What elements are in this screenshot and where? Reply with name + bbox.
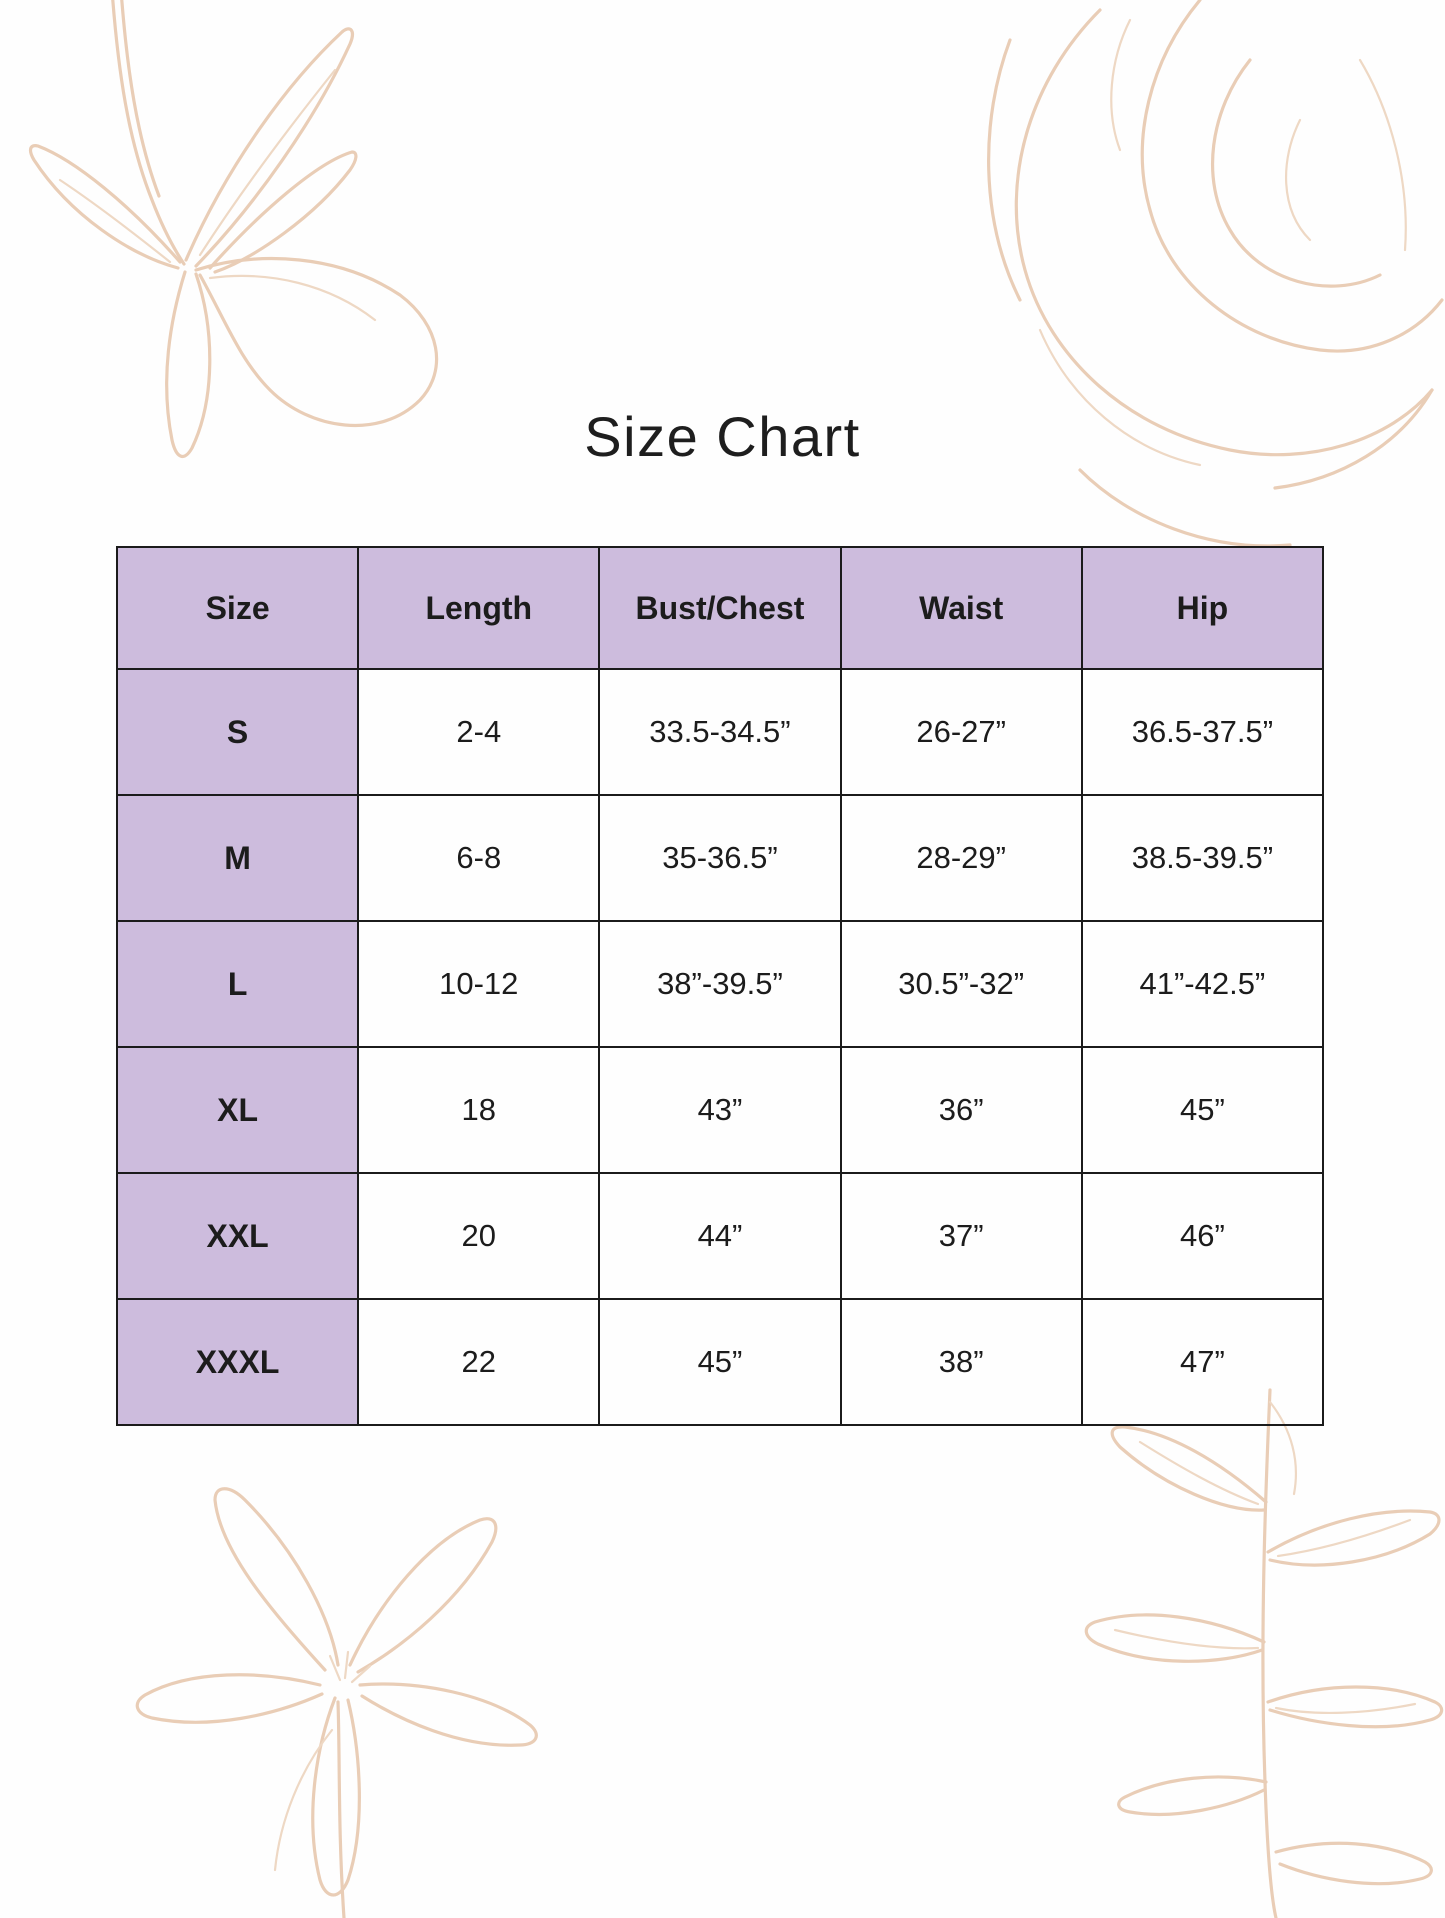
table-row-xl [117, 1047, 1323, 1173]
size-chart-table [116, 546, 1324, 1426]
cell-waist: 37” [841, 1173, 1082, 1299]
column-header-hip: Hip [1082, 547, 1323, 669]
cell-waist: 30.5”-32” [841, 921, 1082, 1047]
cell-size: S [117, 669, 358, 795]
table-row-xxxl [117, 1299, 1323, 1425]
cell-hip: 36.5-37.5” [1082, 669, 1323, 795]
cell-waist: 38” [841, 1299, 1082, 1425]
cell-bust-chest: 44” [599, 1173, 840, 1299]
header-row [117, 547, 1323, 669]
cell-bust-chest: 38”-39.5” [599, 921, 840, 1047]
cell-size: XXXL [117, 1299, 358, 1425]
cell-length: 10-12 [358, 921, 599, 1047]
cell-hip: 38.5-39.5” [1082, 795, 1323, 921]
column-header-waist: Waist [841, 547, 1082, 669]
peony-top-right-decoration [950, 0, 1445, 575]
cell-size: M [117, 795, 358, 921]
table-body [117, 669, 1323, 1425]
cell-size: L [117, 921, 358, 1047]
cell-size: XL [117, 1047, 358, 1173]
cell-hip: 46” [1082, 1173, 1323, 1299]
cell-bust-chest: 43” [599, 1047, 840, 1173]
cell-hip: 41”-42.5” [1082, 921, 1323, 1047]
cell-length: 6-8 [358, 795, 599, 921]
cell-waist: 36” [841, 1047, 1082, 1173]
cell-length: 2-4 [358, 669, 599, 795]
cell-waist: 28-29” [841, 795, 1082, 921]
page-title: Size Chart [584, 405, 861, 468]
cell-hip: 47” [1082, 1299, 1323, 1425]
cell-length: 20 [358, 1173, 599, 1299]
cell-length: 18 [358, 1047, 599, 1173]
table-row-xxl [117, 1173, 1323, 1299]
table-row-s [117, 669, 1323, 795]
leafy-branch-bottom-right-decoration [1030, 1382, 1445, 1918]
column-header-bust-chest: Bust/Chest [599, 547, 840, 669]
table-row-l [117, 921, 1323, 1047]
table-row-m [117, 795, 1323, 921]
cell-waist: 26-27” [841, 669, 1082, 795]
cell-bust-chest: 35-36.5” [599, 795, 840, 921]
cell-size: XXL [117, 1173, 358, 1299]
cell-bust-chest: 33.5-34.5” [599, 669, 840, 795]
cell-length: 22 [358, 1299, 599, 1425]
column-header-length: Length [358, 547, 599, 669]
column-header-size: Size [117, 547, 358, 669]
cell-bust-chest: 45” [599, 1299, 840, 1425]
flower-bottom-left-decoration [100, 1430, 580, 1918]
cell-hip: 45” [1082, 1047, 1323, 1173]
